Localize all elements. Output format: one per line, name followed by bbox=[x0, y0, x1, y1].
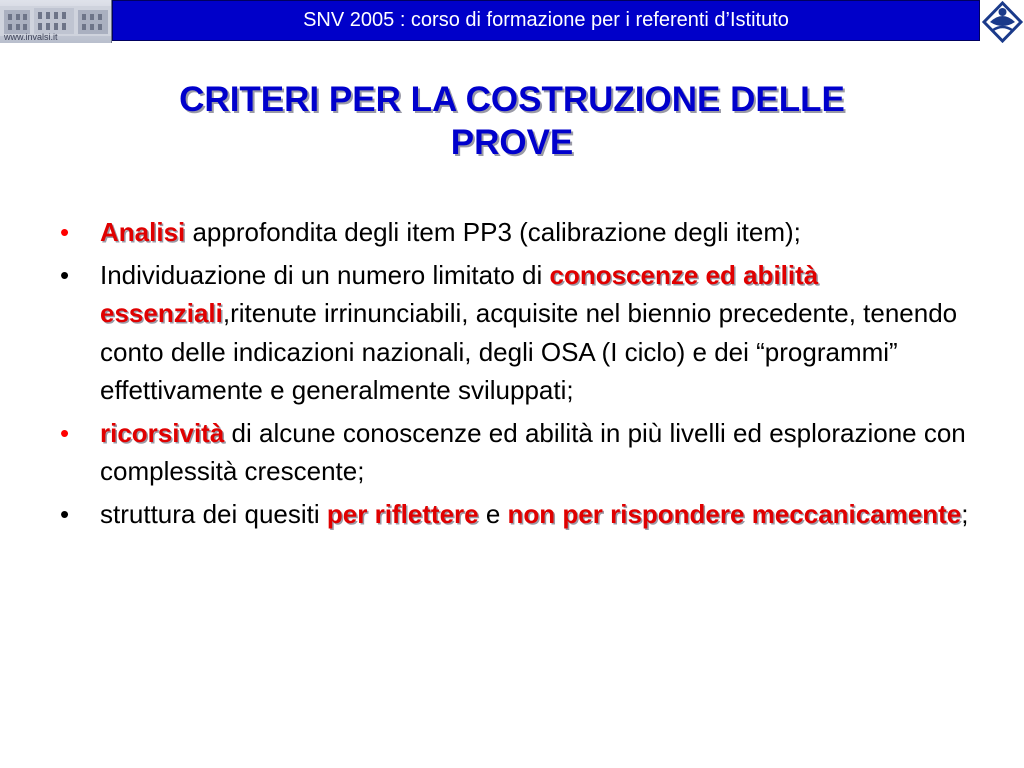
emphasis-text: conoscenze ed abilità essenziali bbox=[100, 259, 819, 328]
bullet-marker: • bbox=[60, 217, 70, 247]
body-text: struttura dei quesiti bbox=[100, 498, 327, 529]
list-item bbox=[58, 414, 988, 491]
slide-title bbox=[40, 78, 984, 164]
list-item bbox=[58, 256, 988, 410]
body-text: ; bbox=[961, 498, 969, 529]
body-text: ,ritenute irrinunciabili, acquisite nel biennio precedente, tenendo conto delle indicazioni nazionali, degli OSA (I ciclo) e dei “programmi” effettivamente e generalmente sviluppati; bbox=[100, 298, 958, 405]
emphasis-text: ricorsività bbox=[100, 417, 225, 448]
bullet-list bbox=[58, 213, 988, 537]
emphasis-text: non per rispondere meccanicamente bbox=[507, 498, 962, 529]
emphasis-text: Analisi bbox=[100, 217, 186, 247]
body-text: di alcune conoscenze ed abilità in più livelli ed esplorazione con complessità crescente; bbox=[100, 417, 966, 486]
slide-title-line1: CRITERI PER LA COSTRUZIONE DELLE bbox=[179, 80, 845, 119]
bullet-marker: • bbox=[60, 498, 70, 529]
header-bar bbox=[112, 0, 980, 41]
body-text: approfondita degli item PP3 (calibrazione degli item); bbox=[185, 217, 801, 247]
list-item bbox=[58, 213, 988, 252]
header-title: SNV 2005 : corso di formazione per i referenti d’Istituto bbox=[303, 9, 789, 31]
emphasis-text: per riflettere bbox=[326, 498, 479, 529]
body-text: e bbox=[478, 498, 508, 529]
body-text: Individuazione di un numero limitato di bbox=[100, 259, 550, 290]
list-item bbox=[58, 495, 988, 534]
bullet-marker: • bbox=[60, 417, 70, 448]
invalsi-logo bbox=[0, 0, 112, 43]
logo-url: www.invalsi.it bbox=[4, 32, 58, 42]
emblem-icon bbox=[981, 0, 1024, 44]
bullet-marker: • bbox=[60, 259, 70, 290]
slide-title-line2: PROVE bbox=[450, 123, 574, 162]
